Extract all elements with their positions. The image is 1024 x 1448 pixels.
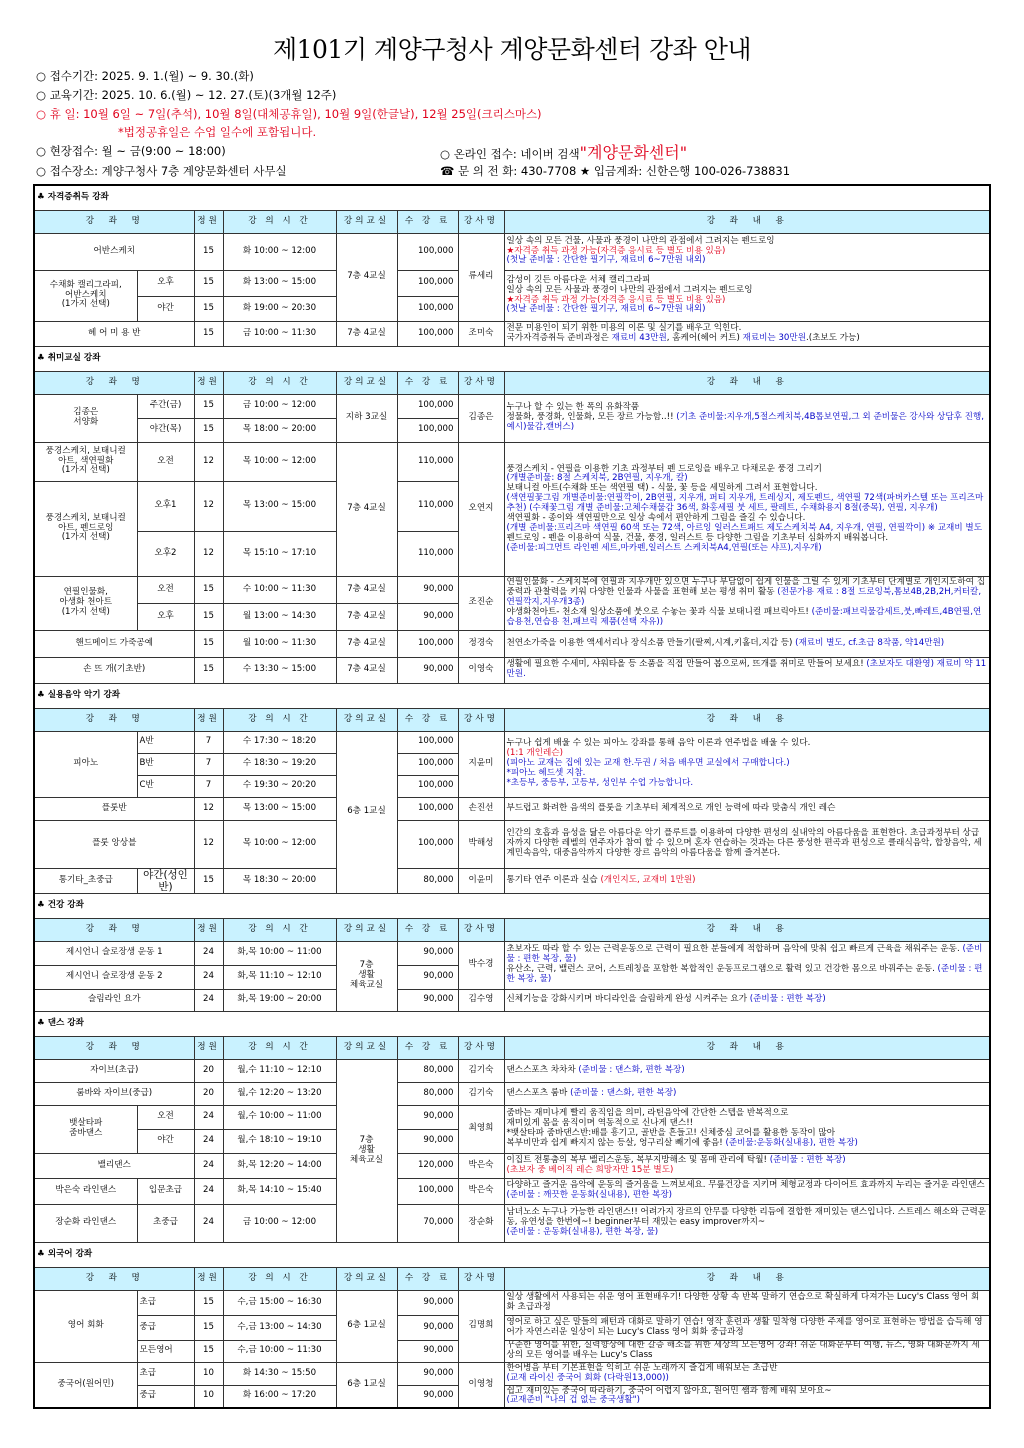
classroom: 7층 생활 체육교실 xyxy=(336,941,397,1011)
col-fee: 수 강 료 xyxy=(397,210,458,233)
col-capacity: 정원 xyxy=(194,918,223,941)
col-room: 강의교실 xyxy=(336,918,397,941)
capacity: 12 xyxy=(194,820,223,868)
online-keyword: "계양문화센터" xyxy=(579,143,688,162)
class-time: 목 10:00 ~ 12:00 xyxy=(223,442,336,481)
course-subname: 오후1 xyxy=(137,481,194,531)
class-time: 금 10:00 ~ 12:00 xyxy=(223,1204,336,1242)
col-teacher: 강사명 xyxy=(458,371,504,394)
class-time: 월 10:00 ~ 11:30 xyxy=(223,630,336,657)
col-description: 강 좌 내 용 xyxy=(504,708,990,731)
fee: 90,000 xyxy=(397,989,458,1011)
course-description: 한어병음 부터 기본표현을 익히고 쉬운 노래까지 즐겁게 배워보는 초급반 (교재 라이신 중국어 회화 (다락원13,000)) xyxy=(504,1362,990,1385)
class-time: 화,목 11:10 ~ 12:10 xyxy=(223,965,336,989)
teacher: 손진선 xyxy=(458,797,504,820)
online-registration xyxy=(440,140,687,163)
fee: 90,000 xyxy=(397,576,458,603)
course-name: 중국어(원어민) xyxy=(34,1362,137,1408)
teacher: 김수영 xyxy=(458,989,504,1011)
course-subname: A반 xyxy=(137,731,194,753)
capacity: 7 xyxy=(194,731,223,753)
course-description: 인간의 호흡과 음성을 닮은 아름다운 악기 플루트를 이용하여 다양한 편성의 실내악의 아름다움을 표현한다. 초급과정부터 상급자까지 다양한 레벨의 연주자가 참여 할 수 있으며 혼자 연습하는 것과는 다른 풍성한 편곡과 편성으로 클래식음악, 합창음악, 세계민속음악, 대중음악까지 다양한 장르 음악의 아름다움을 함께 즐겨본다. xyxy=(504,820,990,868)
fee: 90,000 xyxy=(397,657,458,683)
course-description: 쉽고 재미있는 중국어 따라하기, 중국어 어렵지 않아요, 원어민 쌤과 함께 배워 보아요~ (교재준비 "나의 겁 없는 중국생활") xyxy=(504,1385,990,1408)
desc-line: 전문 미용인이 되기 위한 미용의 이론 및 실기를 배우고 익힌다. xyxy=(506,322,742,333)
class-time: 목 18:00 ~ 20:00 xyxy=(223,418,336,442)
capacity: 15 xyxy=(194,603,223,630)
class-time: 목 15:10 ~ 17:10 xyxy=(223,531,336,576)
course-subname: 오후2 xyxy=(137,531,194,576)
col-time: 강 의 시 간 xyxy=(223,708,336,731)
fee: 100,000 xyxy=(397,630,458,657)
course-name: 장순화 라인댄스 xyxy=(34,1204,137,1242)
capacity: 12 xyxy=(194,481,223,531)
class-time: 수 18:30 ~ 19:20 xyxy=(223,753,336,775)
col-description: 강 좌 내 용 xyxy=(504,210,990,233)
course-name: 자이브(초급) xyxy=(34,1059,194,1082)
col-description: 강 좌 내 용 xyxy=(504,1036,990,1059)
desc-line: 일상 속의 모든 건물, 사물과 풍경이 나만의 관점에서 그려지는 펜드로잉 xyxy=(506,235,775,246)
col-name: 강 좌 명 xyxy=(34,1036,194,1059)
teacher: 김기숙 xyxy=(458,1082,504,1105)
course-description: 이집트 전통춤의 복부 밸리스운동, 복부지방해소 및 몸매 관리에 탁월! (준비물 : 편한 복장) (초보자 중 베이직 레슨 희망자만 15분 별도) xyxy=(504,1153,990,1178)
desc-line: (첫날 준비물 : 간단한 필기구, 재료비 6~7만원 내외) xyxy=(506,255,706,266)
desc-line: 감성이 깃든 아름다운 서체 캘리그라피 xyxy=(506,274,651,285)
col-capacity: 정원 xyxy=(194,1267,223,1290)
teacher: 최영희 xyxy=(458,1105,504,1153)
class-time: 화,목 10:00 ~ 11:00 xyxy=(223,941,336,965)
classroom: 7층 생활 체육교실 xyxy=(336,1059,397,1242)
col-description: 강 좌 내 용 xyxy=(504,918,990,941)
col-teacher: 강사명 xyxy=(458,918,504,941)
holiday-info: ○ 휴 일: 10월 6일 ~ 7일(추석), 10월 8일(대체공휴일), 10월 9일(한글날), 12월 25일(크리스마스) xyxy=(36,107,542,121)
fee: 100,000 xyxy=(397,321,458,346)
fee: 90,000 xyxy=(397,1129,458,1153)
capacity: 10 xyxy=(194,1362,223,1385)
col-capacity: 정원 xyxy=(194,371,223,394)
col-room: 강의교실 xyxy=(336,708,397,731)
col-name: 강 좌 명 xyxy=(34,1267,194,1290)
capacity: 24 xyxy=(194,1178,223,1204)
course-description: 풍경스케치 - 연필을 이용한 기초 과정부터 펜 드로잉을 배우고 다채로운 풍경 그리기 (개별준비물: 8절 스케치북, 2B연필, 지우개, 칼) 보태니컬 아트(수채화 또는 색연필 택) - 식물, 꽃 등을 세밀하게 그려서 표현합니다. (색연필꽃그림 개별준비물:연필깍이, 2B연필, 지우개, 퍼티 지우개, 트레싱지, 제도펜드, 색연필 72색(파버카스텔 또는 프리즈마 추천) (수채꽃그림 개별 준비물:고체수채물감 36색, 화홍세필 붓 세트, 팔레트, 수채화용지 8절(중목), 연필, 지우개) 색연필화 - 종이와 색연필만으로 일상 속에서 편안하게 그림을 즐길 수 있습니다. (개별 준비물:프리즈마 색연필 60색 또는 72색, 아르잉 일러스트패드 제도스케치북 A4, 지우개, 연필, 연필깍이) ※ 교재비 별도 펜드로잉 - 펜을 이용하여 식물, 건물, 풍경, 일러스트 등 다양한 그림을 기초부터 심화까지 배워봅니다. (준비물:피그먼트 라인펜 세트,마카펜,일러스트 스케치북A4,연필(또는 샤프),지우개) xyxy=(504,442,990,576)
course-subname: 오후 xyxy=(137,270,194,296)
classroom: 7층 4교실 xyxy=(336,657,397,683)
fee: 70,000 xyxy=(397,1204,458,1242)
section-title: ♣ 외국어 강좌 xyxy=(34,1242,990,1267)
page-title: 제101기 계양구청사 계양문화센터 강좌 안내 xyxy=(272,35,752,64)
course-table xyxy=(33,184,991,1409)
fee: 80,000 xyxy=(397,1059,458,1082)
class-time: 금 10:00 ~ 11:30 xyxy=(223,321,336,346)
course-description: 부드럽고 화려한 음색의 플룻을 기초부터 체계적으로 개인 능력에 따라 맞춤식 개인 레슨 xyxy=(504,797,990,820)
teacher: 류세리 xyxy=(458,233,504,321)
capacity: 7 xyxy=(194,753,223,775)
class-time: 목 10:00 ~ 12:00 xyxy=(223,820,336,868)
capacity: 7 xyxy=(194,775,223,797)
class-time: 수 19:30 ~ 20:20 xyxy=(223,775,336,797)
course-name: 밸리댄스 xyxy=(34,1153,194,1178)
class-time: 화 19:00 ~ 20:30 xyxy=(223,296,336,321)
course-description: 통기타 연주 이론과 실습 (개인지도, 교재비 1만원) xyxy=(504,868,990,893)
col-description: 강 좌 내 용 xyxy=(504,1267,990,1290)
course-description: 일상 생활에서 사용되는 쉬운 영어 표현배우기! 다양한 상황 속 반복 말하기 연습으로 확실하게 다져가는 Lucy's Class 영어 회화 초급과정 xyxy=(504,1290,990,1315)
capacity: 15 xyxy=(194,657,223,683)
fee: 100,000 xyxy=(397,233,458,270)
course-name: 풍경스케치, 보태니컬 아트, 펜드로잉 (1가지 선택) xyxy=(34,481,137,576)
capacity: 24 xyxy=(194,941,223,965)
course-subname: 중급 xyxy=(137,1385,194,1408)
online-prefix: ○ 온라인 접수: 네이버 검색 xyxy=(440,147,580,161)
teacher: 이영청 xyxy=(458,1362,504,1408)
fee: 110,000 xyxy=(397,531,458,576)
fee: 100,000 xyxy=(397,753,458,775)
teacher: 박은숙 xyxy=(458,1153,504,1178)
course-description: 전문 미용인이 되기 위한 미용의 이론 및 실기를 배우고 익힌다. 국가자격증취득 준비과정은 재료비 43만원, 홈케어(헤어 커트) 재료비는 30만원.(초보도 가능) xyxy=(504,321,990,346)
col-name: 강 좌 명 xyxy=(34,210,194,233)
capacity: 15 xyxy=(194,394,223,418)
col-teacher: 강사명 xyxy=(458,1267,504,1290)
capacity: 15 xyxy=(194,418,223,442)
class-time: 화 14:30 ~ 15:50 xyxy=(223,1362,336,1385)
course-name: 플룻 앙상블 xyxy=(34,820,194,868)
teacher: 김종은 xyxy=(458,394,504,442)
course-subname: 오전 xyxy=(137,1105,194,1129)
col-time: 강 의 시 간 xyxy=(223,918,336,941)
course-subname: 야간(성인반) xyxy=(137,868,194,893)
desc-line: ★자격증 취득 과정 가능(자격증 응시료 등 별도 비용 있음) xyxy=(506,294,726,305)
teacher: 이윤미 xyxy=(458,868,504,893)
course-description: 댄스스포츠 룸바 (준비물 : 댄스화, 편한 복장) xyxy=(504,1082,990,1105)
col-room: 강의교실 xyxy=(336,1267,397,1290)
course-name: 피아노 xyxy=(34,731,137,797)
section-title: ♣ 자격증취득 강좌 xyxy=(34,185,990,210)
fee: 100,000 xyxy=(397,1178,458,1204)
course-description: 신체기능을 강화시키며 바디라인을 슬림하게 완성 시켜주는 요가 (준비물 : 편한 복장) xyxy=(504,989,990,1011)
col-fee: 수 강 료 xyxy=(397,371,458,394)
col-time: 강 의 시 간 xyxy=(223,1036,336,1059)
course-description xyxy=(504,270,990,321)
class-time: 수 17:30 ~ 18:20 xyxy=(223,731,336,753)
class-time: 화,목 14:10 ~ 15:40 xyxy=(223,1178,336,1204)
class-time: 화,목 19:00 ~ 20:00 xyxy=(223,989,336,1011)
onsite-registration: ○ 현장접수: 월 ~ 금(9:00 ~ 18:00) xyxy=(36,144,226,158)
col-fee: 수 강 료 xyxy=(397,918,458,941)
col-capacity: 정원 xyxy=(194,210,223,233)
col-fee: 수 강 료 xyxy=(397,1267,458,1290)
teacher: 조미숙 xyxy=(458,321,504,346)
course-subname: 오전 xyxy=(137,576,194,603)
class-time: 화 10:00 ~ 12:00 xyxy=(223,233,336,270)
fee: 90,000 xyxy=(397,1385,458,1408)
class-time: 수,금 15:00 ~ 16:30 xyxy=(223,1290,336,1315)
teacher: 정경숙 xyxy=(458,630,504,657)
fee: 90,000 xyxy=(397,1340,458,1362)
fee: 90,000 xyxy=(397,1105,458,1129)
teacher: 김기숙 xyxy=(458,1059,504,1082)
fee: 100,000 xyxy=(397,797,458,820)
section-title: ♣ 댄스 강좌 xyxy=(34,1011,990,1036)
course-name: 수채화 캘리그라피, 어반스케치 (1가지 선택) xyxy=(34,270,137,321)
classroom: 지하 3교실 xyxy=(336,394,397,442)
class-time: 월,수 12:20 ~ 13:20 xyxy=(223,1082,336,1105)
registration-period: ○ 접수기간: 2025. 9. 1.(월) ~ 9. 30.(화) xyxy=(36,69,254,83)
capacity: 24 xyxy=(194,989,223,1011)
desc-line: (첫날 준비물 : 간단한 필기구, 재료비 6~7만원 내외) xyxy=(506,304,706,315)
class-time: 목 18:30 ~ 20:00 xyxy=(223,868,336,893)
col-time: 강 의 시 간 xyxy=(223,371,336,394)
fee: 100,000 xyxy=(397,418,458,442)
fee: 100,000 xyxy=(397,270,458,296)
teacher: 조진순 xyxy=(458,576,504,630)
course-name: 헤 어 미 용 반 xyxy=(34,321,194,346)
desc-line: ★자격증 취득 과정 가능(자격증 응시료 등 별도 비용 있음) xyxy=(506,245,726,256)
education-period: ○ 교육기간: 2025. 10. 6.(월) ~ 12. 27.(토)(3개월 12주) xyxy=(36,88,337,102)
course-subname: 초급 xyxy=(137,1290,194,1315)
col-capacity: 정원 xyxy=(194,708,223,731)
capacity: 24 xyxy=(194,1204,223,1242)
classroom: 6층 1교실 xyxy=(336,1362,397,1408)
course-subname: C반 xyxy=(137,775,194,797)
capacity: 20 xyxy=(194,1082,223,1105)
course-name: 연필인물화, 아생화 천아트 (1가지 선택) xyxy=(34,576,137,630)
section-title: ♣ 실용음악 악기 강좌 xyxy=(34,683,990,708)
fee: 100,000 xyxy=(397,296,458,321)
course-subname: 초급 xyxy=(137,1362,194,1385)
course-description: 생활에 필요한 수세미, 샤워타올 등 소품을 직접 만들어 봅으로써, 뜨개를 취미로 만들어 보세요! (초보자도 대환영) 재료비 약 11만원. xyxy=(504,657,990,683)
section-title: ♣ 취미교실 강좌 xyxy=(34,346,990,371)
class-time: 수,금 13:00 ~ 14:30 xyxy=(223,1315,336,1340)
course-name: 박은숙 라인댄스 xyxy=(34,1178,137,1204)
fee: 80,000 xyxy=(397,868,458,893)
class-time: 월,수 18:10 ~ 19:10 xyxy=(223,1129,336,1153)
teacher: 이영숙 xyxy=(458,657,504,683)
capacity: 12 xyxy=(194,797,223,820)
col-time: 강 의 시 간 xyxy=(223,1267,336,1290)
capacity: 12 xyxy=(194,531,223,576)
fee: 90,000 xyxy=(397,1362,458,1385)
capacity: 15 xyxy=(194,321,223,346)
class-time: 수 10:00 ~ 11:30 xyxy=(223,576,336,603)
capacity: 15 xyxy=(194,233,223,270)
course-description: 영어로 하고 싶은 말들의 패턴과 대화로 말하기 연습! 영작 훈련과 생활 밀착형 다양한 주제를 영어로 표현하는 방법을 습득해 영어가 자연스러운 일상이 되는 Lucy's Class 영어 회화 중급과정 xyxy=(504,1315,990,1340)
teacher: 지윤미 xyxy=(458,731,504,797)
teacher: 박해성 xyxy=(458,820,504,868)
class-time: 목 13:00 ~ 15:00 xyxy=(223,481,336,531)
course-description: 연필인물화 - 스케치북에 연필과 지우개만 있으면 누구나 부담없이 쉽게 인물을 그릴 수 있게 기초부터 단계별로 개인지도하여 집중력과 관찰력을 키워 다양한 인물과 사물을 표현해 보는 평생 취미 활동 (전문가용 재료 : 8절 드로잉북,톰보4B,2B,2H,커터칼,연필깍지,지우개3종) 야생화천아트- 천소재 일상소품에 붓으로 수놓는 꽃과 식물 보태니컬 패브릭아트! (준비물:패브릭물감세트,붓,빠레트,4B연필,연습용천,연습용 천,패브릭 제품(선택 자유)) xyxy=(504,576,990,630)
course-subname: 중급 xyxy=(137,1315,194,1340)
class-time: 화 13:00 ~ 15:00 xyxy=(223,270,336,296)
classroom: 7층 4교실 xyxy=(336,321,397,346)
class-time: 금 10:00 ~ 12:00 xyxy=(223,394,336,418)
class-time: 수 13:30 ~ 15:00 xyxy=(223,657,336,683)
course-name: 풍경스케치, 보태니컬 아트, 색연필화 (1가지 선택) xyxy=(34,442,137,481)
classroom: 7층 4교실 xyxy=(336,233,397,321)
classroom: 7층 4교실 xyxy=(336,576,397,603)
fee: 100,000 xyxy=(397,731,458,753)
course-description: 남녀노소 누구나 가능한 라인댄스!! 어려가지 장르의 안무를 다양한 리듬에 결합한 재미있는 댄스입니다. 스트레스 해소와 근력운동, 유연성을 한번에~! beginner부터 재밌는 easy improver까지~ (준비물 : 운동화(실내용), 편한 복장, 물) xyxy=(504,1204,990,1242)
class-time: 월,수 11:10 ~ 12:10 xyxy=(223,1059,336,1082)
capacity: 15 xyxy=(194,630,223,657)
course-name: 통기타_초중급 xyxy=(34,868,137,893)
col-room: 강의교실 xyxy=(336,371,397,394)
teacher: 장순화 xyxy=(458,1204,504,1242)
course-description: 초보자도 따라 할 수 있는 근력운동으로 근력이 필요한 분들에게 적합하며 음악에 맞춰 쉽고 빠르게 근육을 채워주는 운동. (준비물 : 편한 복장, 물) 유산소, 근력, 밸런스 코어, 스트레칭을 포함한 복합적인 운동프로그램으로 활력 있고 건강한 몸으로 바꿔주는 운동. (준비물 : 편한 복장, 물) xyxy=(504,941,990,989)
capacity: 24 xyxy=(194,1153,223,1178)
capacity: 15 xyxy=(194,576,223,603)
course-name: 슬림라인 요가 xyxy=(34,989,194,1011)
class-time: 월 13:00 ~ 14:30 xyxy=(223,603,336,630)
contact-phone: ☎ 문 의 전 화: 430-7708 ★ 입금계좌: 신한은행 100-026-738831 xyxy=(440,164,791,178)
classroom: 7층 4교실 xyxy=(336,442,397,576)
col-room: 강의교실 xyxy=(336,210,397,233)
fee: 110,000 xyxy=(397,442,458,481)
course-name: 영어 회화 xyxy=(34,1290,137,1362)
course-name: 플룻반 xyxy=(34,797,194,820)
fee: 90,000 xyxy=(397,1290,458,1315)
col-capacity: 정원 xyxy=(194,1036,223,1059)
class-time: 수,금 10:00 ~ 11:30 xyxy=(223,1340,336,1362)
course-name: 김종은 서양화 xyxy=(34,394,137,442)
course-name: 어반스케치 xyxy=(34,233,194,270)
capacity: 15 xyxy=(194,270,223,296)
course-name: 제시언니 슬로장생 운동 2 xyxy=(34,965,194,989)
capacity: 15 xyxy=(194,868,223,893)
course-name: 손 뜨 개(기초반) xyxy=(34,657,194,683)
teacher: 박은숙 xyxy=(458,1178,504,1204)
fee: 90,000 xyxy=(397,603,458,630)
fee: 90,000 xyxy=(397,965,458,989)
class-time: 화 16:00 ~ 17:20 xyxy=(223,1385,336,1408)
col-fee: 수 강 료 xyxy=(397,708,458,731)
classroom: 7층 4교실 xyxy=(336,603,397,630)
course-name: 룸바와 자이브(중급) xyxy=(34,1082,194,1105)
fee: 90,000 xyxy=(397,1315,458,1340)
course-subname: 야간(목) xyxy=(137,418,194,442)
course-subname: 야간 xyxy=(137,1129,194,1153)
fee: 110,000 xyxy=(397,481,458,531)
col-name: 강 좌 명 xyxy=(34,918,194,941)
classroom: 6층 1교실 xyxy=(336,1290,397,1362)
course-name: 핸드메이드 가죽공예 xyxy=(34,630,194,657)
capacity: 20 xyxy=(194,1059,223,1082)
col-teacher: 강사명 xyxy=(458,708,504,731)
classroom: 7층 4교실 xyxy=(336,630,397,657)
capacity: 15 xyxy=(194,1290,223,1315)
course-subname: 모든영어 xyxy=(137,1340,194,1362)
teacher: 김명희 xyxy=(458,1290,504,1362)
course-description: 누구나 쉽게 배울 수 있는 피아노 강좌를 통해 음악 이론과 연주법을 배울 수 있다. (1:1 개인레슨) (피아노 교재는 집에 있는 교재 한.두권 / 처음 배우면 교실에서 구매합니다.) *피아노 헤드셋 지참. *초등부, 중등부, 고등부, 성인부 수업 가능합니다. xyxy=(504,731,990,797)
course-description: 줌바는 재미나게 빨리 움직임을 의미, 라틴음악에 간단한 스텝을 반복적으로 재미있게 몸을 움직이며 역동적으로 신나게 댄스!! *뱃살타파 줌바댄스반:배를 흥기고, 골반을 흔들고! 신체중심 코어를 활용한 동작이 많아 복부비만과 쉽게 빠지지 않는 등살, 엉구리살 빼기에 좋음! (준비물:운동화(실내용), 편한 복장) xyxy=(504,1105,990,1153)
holiday-note: *법정공휴일은 수업 일수에 포함됩니다. xyxy=(118,125,317,139)
col-room: 강의교실 xyxy=(336,1036,397,1059)
teacher: 오연지 xyxy=(458,442,504,576)
section-title: ♣ 건강 강좌 xyxy=(34,893,990,918)
fee: 100,000 xyxy=(397,820,458,868)
course-name: 뱃살타파 줌바댄스 xyxy=(34,1105,137,1153)
capacity: 24 xyxy=(194,965,223,989)
course-name: 제시언니 슬로장생 운동 1 xyxy=(34,941,194,965)
course-subname: 오후 xyxy=(137,603,194,630)
course-subname: 오전 xyxy=(137,442,194,481)
course-subname: B반 xyxy=(137,753,194,775)
course-description: 댄스스포츠 차차차 (준비물 : 댄스화, 편한 복장) xyxy=(504,1059,990,1082)
capacity: 10 xyxy=(194,1385,223,1408)
capacity: 24 xyxy=(194,1105,223,1129)
capacity: 12 xyxy=(194,442,223,481)
col-description: 강 좌 내 용 xyxy=(504,371,990,394)
col-fee: 수 강 료 xyxy=(397,1036,458,1059)
course-subname: 주간(금) xyxy=(137,394,194,418)
class-time: 월,수 10:00 ~ 11:00 xyxy=(223,1105,336,1129)
fee: 120,000 xyxy=(397,1153,458,1178)
fee: 80,000 xyxy=(397,1082,458,1105)
col-name: 강 좌 명 xyxy=(34,708,194,731)
capacity: 15 xyxy=(194,1315,223,1340)
col-teacher: 강사명 xyxy=(458,210,504,233)
capacity: 15 xyxy=(194,1340,223,1362)
capacity: 24 xyxy=(194,1129,223,1153)
capacity: 15 xyxy=(194,296,223,321)
classroom: 6층 1교실 xyxy=(336,731,397,893)
fee: 100,000 xyxy=(397,394,458,418)
course-subname: 야간 xyxy=(137,296,194,321)
fee: 90,000 xyxy=(397,941,458,965)
teacher: 박수경 xyxy=(458,941,504,989)
course-description: 천연소가죽을 이용한 액세서리나 장식소품 만들기(팔찌,시계,키홀더,지갑 등) (재료비 별도, cf.초급 8작품, 약14만원) xyxy=(504,630,990,657)
col-time: 강 의 시 간 xyxy=(223,210,336,233)
course-description xyxy=(504,233,990,270)
course-description: 누구나 할 수 있는 한 폭의 유화작품 정물화, 풍경화, 인물화, 모든 장르 가능함..!! (기초 준비물:지우개,5절스케치북,4B톱보연필,그 외 준비물은 강사와 상담후 진행, 예시)물감,캔버스) xyxy=(504,394,990,442)
col-name: 강 좌 명 xyxy=(34,371,194,394)
col-teacher: 강사명 xyxy=(458,1036,504,1059)
course-description: 꾸준한 영어를 위한, 실력향상에 대한 갈증 해소를 위한 세상의 모든영어 강좌! 쉬운 대화문부터 여행, 뉴스, 영화 대화문까지 세상의 모든 영어를 배우는 Lucy's Class xyxy=(504,1340,990,1362)
course-subname: 초중급 xyxy=(137,1204,194,1242)
class-time: 목 13:00 ~ 15:00 xyxy=(223,797,336,820)
course-subname: 입문초급 xyxy=(137,1178,194,1204)
class-time: 화,목 12:20 ~ 14:00 xyxy=(223,1153,336,1178)
desc-line: 일상 속의 모든 사물과 풍경이 나만의 관점에서 그려지는 펜드로잉 xyxy=(506,284,753,295)
fee: 100,000 xyxy=(397,775,458,797)
course-description: 다양하고 즐거운 음악에 운동의 즐거움을 느껴보세요. 무릎건강을 지키며 체형교정과 다이어트 효과까지 누리는 즐거운 라인댄스 (준비물 : 깨끗한 운동화(실내용), 편한 복장) xyxy=(504,1178,990,1204)
registration-place: ○ 접수장소: 계양구청사 7층 계양문화센터 사무실 xyxy=(36,164,287,178)
